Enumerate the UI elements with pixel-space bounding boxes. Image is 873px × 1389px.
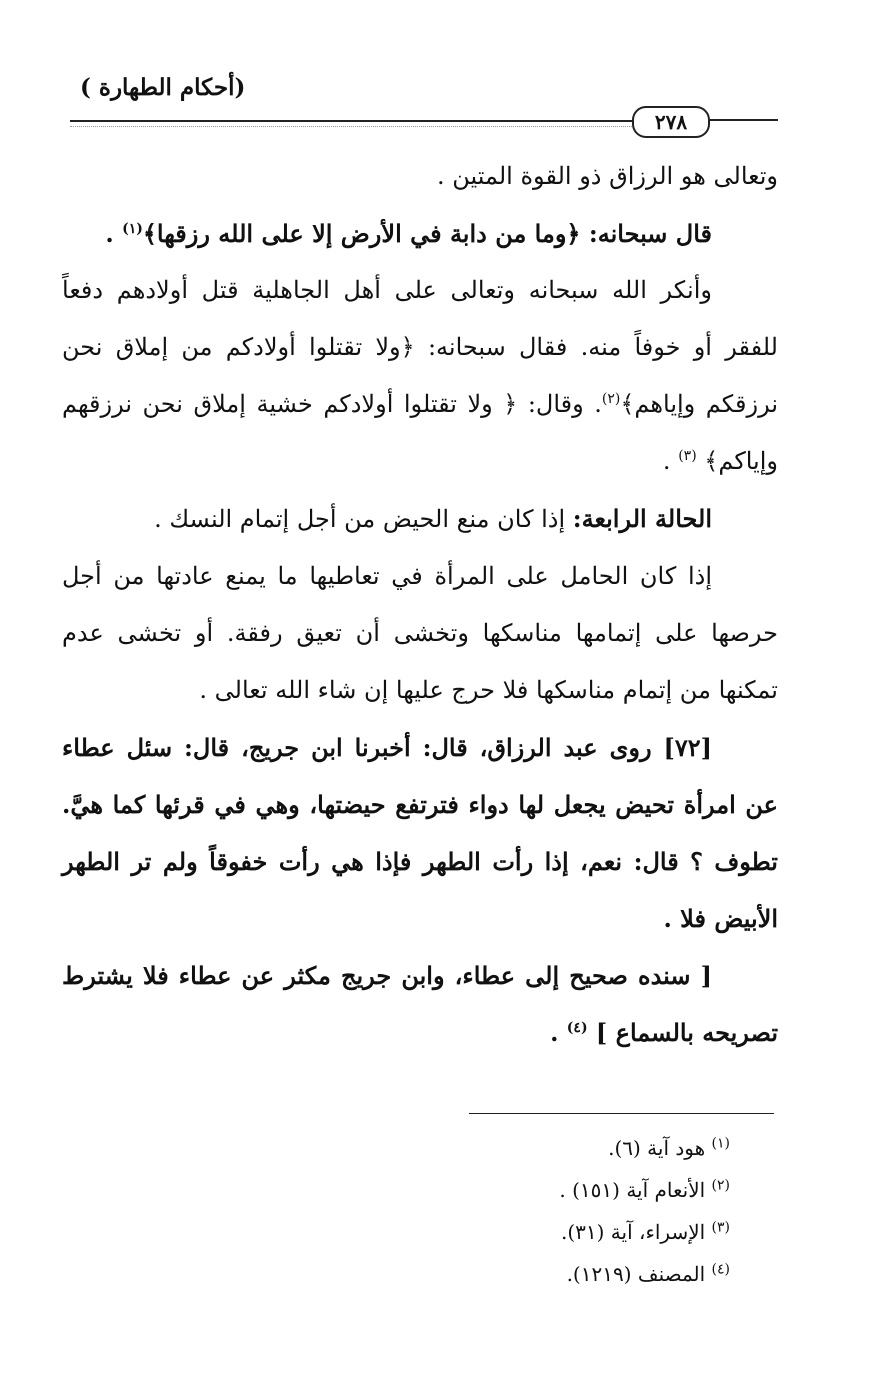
footnote-ref-2[interactable]: (٢) — [601, 391, 621, 407]
footnote-number: (٢) — [711, 1177, 730, 1194]
footnote-number: (٤) — [711, 1261, 730, 1278]
running-header-title: (أحكام الطهارة ) — [80, 74, 246, 101]
paragraph-6: [٧٢] روى عبد الرزاق، قال: أخبرنا ابن جريج، قال: سئل عطاء عن امرأة تحيض يجعل لها دواء فترتفع حيضتها، وهي في قرئها كما هيَّ. تطوف ؟ قال: نعم، إذا رأت الطهر فإذا هي رأت خفوقاً ولم تر الطهر الأبيض فلا . — [62, 733, 778, 933]
page-number: ٢٧٨ — [632, 106, 710, 138]
paragraph-3-end: . — [662, 447, 679, 475]
footnote-ref-1[interactable]: (١) — [122, 221, 143, 237]
paragraph-1: وتعالى هو الرزاق ذو القوة المتين . — [436, 162, 778, 190]
paragraph-5: إذا كان الحامل على المرأة في تعاطيها ما يمنع عادتها من أجل حرصها على إتمامها مناسكها وتخشى أن تعيق رفقة. أو تخشى عدم تمكنها من إتمام مناسكها فلا حرج عليها إن شاء الله تعالى . — [62, 562, 778, 704]
footnote-2 — [400, 1169, 730, 1211]
section-label: الحالة الرابعة: — [572, 504, 712, 533]
paragraph-3 — [62, 262, 778, 490]
paragraph-7-text: [ سنده صحيح إلى عطاء، وابن جريج مكثر عن عطاء فلا يشترط تصريحه بالسماع ] — [62, 961, 778, 1047]
footnote-4 — [400, 1253, 730, 1295]
paragraph-2-end: . — [105, 219, 123, 248]
paragraph-3-text: وأنكر الله سبحانه وتعالى على أهل الجاهلية قتل أولادهم دفعاً للفقر أو خوفاً منه. فقال سبحانه: ﴿ولا تقتلوا أولادكم من إملاق نحن نرزقكم وإياهم﴾ — [62, 276, 778, 418]
footnote-text: هود آية (٦). — [608, 1136, 712, 1160]
page-number-rule — [704, 119, 778, 121]
paragraph-4 — [62, 490, 778, 548]
footnote-number: (٣) — [711, 1219, 730, 1236]
header-rule-dotted — [70, 126, 710, 127]
paragraph-7 — [62, 947, 778, 1061]
paragraph-2 — [62, 205, 778, 262]
section-text: إذا كان منع الحيض من أجل إتمام النسك . — [154, 505, 573, 533]
footnotes — [400, 1127, 730, 1295]
header-rule — [70, 120, 710, 122]
paragraph-7-end: . — [550, 1018, 567, 1047]
footnote-text: الأنعام آية (١٥١) . — [559, 1178, 712, 1202]
footnote-number: (١) — [711, 1135, 730, 1152]
verse-quote: قال سبحانه: ﴿وما من دابة في الأرض إلا على الله رزقها﴾ — [142, 219, 712, 248]
footnote-1 — [400, 1127, 730, 1169]
footnote-ref-3[interactable]: (٣) — [678, 448, 697, 464]
footnote-3 — [400, 1211, 730, 1253]
paragraph-3-mid: . وقال: ﴿ ولا تقتلوا أولادكم خشية إملاق نحن نرزقهم وإياكم﴾ — [62, 390, 778, 475]
footnote-text: المصنف (١٢١٩). — [566, 1262, 712, 1286]
body-text — [62, 148, 778, 1061]
footnote-ref-4[interactable]: (٤) — [566, 1020, 588, 1036]
footnote-divider — [469, 1113, 774, 1114]
footnote-text: الإسراء، آية (٣١). — [560, 1220, 712, 1244]
